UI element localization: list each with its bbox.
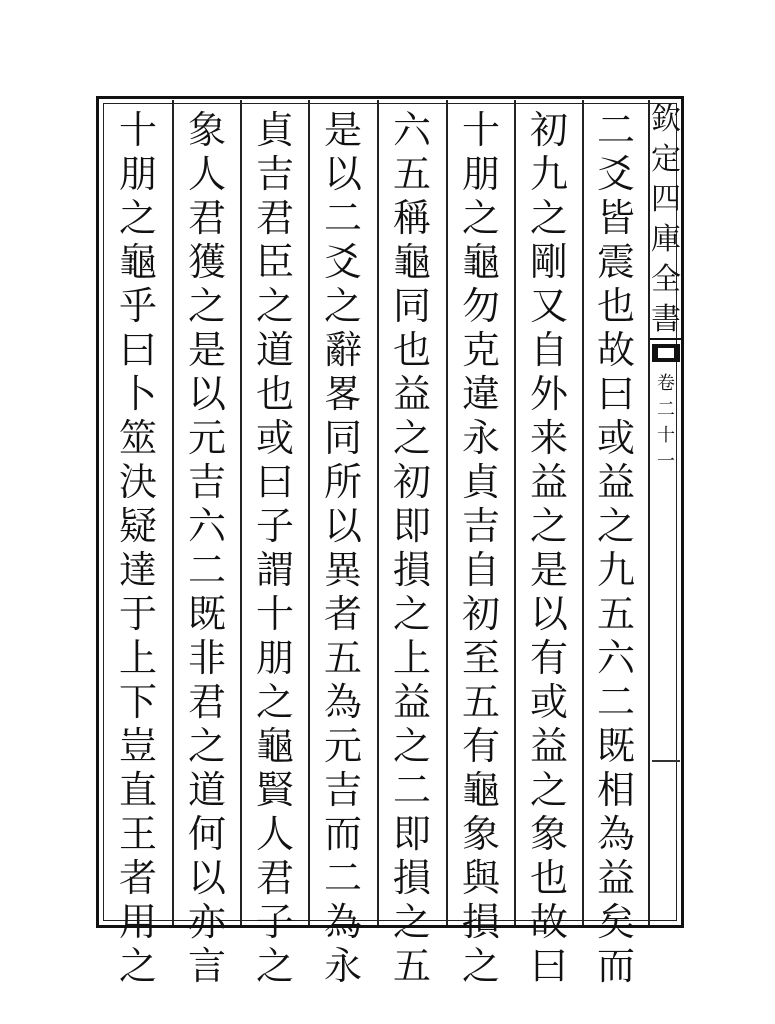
character: 吉 — [323, 768, 362, 812]
character: 有 — [461, 724, 500, 768]
character: 象 — [461, 812, 500, 856]
character: 筮 — [118, 416, 157, 460]
character: 十 — [118, 108, 157, 152]
character: 臣 — [255, 240, 294, 284]
character: 子 — [255, 900, 294, 944]
character: 之 — [461, 944, 500, 988]
character: 畧 — [323, 372, 362, 416]
text-column-7 — [175, 108, 239, 988]
character: 損 — [392, 856, 431, 900]
volume-character: 二 — [657, 399, 675, 420]
character: 曰 — [529, 944, 568, 988]
character: 初 — [461, 592, 500, 636]
character: 以 — [187, 856, 226, 900]
character: 用 — [118, 900, 157, 944]
character: 有 — [529, 636, 568, 680]
character: 人 — [187, 152, 226, 196]
character: 二 — [392, 768, 431, 812]
character: 上 — [118, 636, 157, 680]
character: 即 — [392, 812, 431, 856]
character: 益 — [596, 460, 635, 504]
character: 于 — [118, 592, 157, 636]
character: 道 — [255, 328, 294, 372]
character: 九 — [529, 152, 568, 196]
character: 之 — [323, 284, 362, 328]
character: 以 — [323, 152, 362, 196]
volume-character: 一 — [657, 451, 675, 472]
character: 六 — [392, 108, 431, 152]
character: 貞 — [255, 108, 294, 152]
character: 而 — [596, 944, 635, 988]
character: 者 — [323, 592, 362, 636]
character: 二 — [323, 196, 362, 240]
character: 君 — [187, 196, 226, 240]
character: 或 — [255, 416, 294, 460]
character: 之 — [255, 680, 294, 724]
character: 永 — [461, 416, 500, 460]
character: 震 — [596, 240, 635, 284]
character: 曰 — [596, 372, 635, 416]
character: 永 — [323, 944, 362, 988]
character: 為 — [596, 812, 635, 856]
character: 元 — [187, 416, 226, 460]
side-rule — [652, 760, 680, 762]
character: 損 — [392, 548, 431, 592]
character: 爻 — [323, 240, 362, 284]
character: 之 — [255, 284, 294, 328]
column-rule — [446, 100, 448, 925]
character: 人 — [255, 812, 294, 856]
character: 同 — [392, 284, 431, 328]
character: 六 — [187, 504, 226, 548]
volume-character: 十 — [657, 425, 675, 446]
character: 克 — [461, 328, 500, 372]
text-column-1 — [584, 108, 648, 988]
character: 曰 — [118, 328, 157, 372]
character: 龜 — [392, 240, 431, 284]
text-column-3 — [449, 108, 513, 988]
banner-character: 四 — [651, 182, 681, 217]
character: 直 — [118, 768, 157, 812]
character: 外 — [529, 372, 568, 416]
character: 也 — [255, 372, 294, 416]
character: 亦 — [187, 900, 226, 944]
character: 損 — [461, 900, 500, 944]
banner-character: 欽 — [651, 102, 681, 137]
character: 初 — [529, 108, 568, 152]
character: 獲 — [187, 240, 226, 284]
character: 益 — [392, 680, 431, 724]
character: 之 — [392, 592, 431, 636]
character: 何 — [187, 812, 226, 856]
character: 為 — [323, 680, 362, 724]
character: 與 — [461, 856, 500, 900]
character: 決 — [118, 460, 157, 504]
character: 象 — [187, 108, 226, 152]
character: 五 — [392, 944, 431, 988]
character: 以 — [529, 592, 568, 636]
character: 既 — [187, 592, 226, 636]
character: 龜 — [118, 240, 157, 284]
column-rule — [240, 100, 242, 925]
character: 或 — [529, 680, 568, 724]
character: 六 — [596, 636, 635, 680]
character: 朋 — [255, 636, 294, 680]
character: 上 — [392, 636, 431, 680]
character: 稱 — [392, 196, 431, 240]
character: 自 — [461, 548, 500, 592]
character: 之 — [255, 944, 294, 988]
character: 之 — [187, 284, 226, 328]
character: 矣 — [596, 900, 635, 944]
character: 君 — [187, 680, 226, 724]
character: 元 — [323, 724, 362, 768]
character: 爻 — [596, 152, 635, 196]
character: 之 — [392, 416, 431, 460]
column-rule — [514, 100, 516, 925]
character: 初 — [392, 460, 431, 504]
character: 之 — [461, 196, 500, 240]
character: 異 — [323, 548, 362, 592]
character: 皆 — [596, 196, 635, 240]
character: 王 — [118, 812, 157, 856]
character: 違 — [461, 372, 500, 416]
character: 之 — [596, 504, 635, 548]
character: 剛 — [529, 240, 568, 284]
character: 朋 — [461, 152, 500, 196]
character: 賢 — [255, 768, 294, 812]
character: 既 — [596, 724, 635, 768]
character: 者 — [118, 856, 157, 900]
character: 吉 — [461, 504, 500, 548]
character: 之 — [529, 768, 568, 812]
text-column-4 — [380, 108, 444, 988]
character: 是 — [187, 328, 226, 372]
character: 子 — [255, 504, 294, 548]
banner-character: 全 — [651, 262, 681, 297]
character: 豈 — [118, 724, 157, 768]
character: 之 — [392, 724, 431, 768]
character: 為 — [323, 900, 362, 944]
column-rule — [308, 100, 310, 925]
character: 又 — [529, 284, 568, 328]
character: 言 — [187, 944, 226, 988]
character: 五 — [596, 592, 635, 636]
column-rule — [377, 100, 379, 925]
character: 十 — [255, 592, 294, 636]
character: 益 — [392, 372, 431, 416]
character: 五 — [461, 680, 500, 724]
character: 益 — [529, 460, 568, 504]
text-column-6 — [243, 108, 307, 988]
character: 十 — [461, 108, 500, 152]
character: 君 — [255, 856, 294, 900]
banner-character: 庫 — [651, 222, 681, 257]
character: 二 — [323, 856, 362, 900]
text-column-8 — [106, 108, 170, 988]
character: 下 — [118, 680, 157, 724]
character: 也 — [529, 856, 568, 900]
character: 象 — [529, 812, 568, 856]
character: 吉 — [255, 152, 294, 196]
character: 益 — [596, 856, 635, 900]
banner-character: 書 — [651, 302, 681, 337]
character: 所 — [323, 460, 362, 504]
character: 二 — [596, 108, 635, 152]
character: 曰 — [255, 460, 294, 504]
character: 来 — [529, 416, 568, 460]
character: 九 — [596, 548, 635, 592]
character: 達 — [118, 548, 157, 592]
fish-tail-mark — [652, 344, 680, 362]
character: 貞 — [461, 460, 500, 504]
character: 故 — [596, 328, 635, 372]
character: 疑 — [118, 504, 157, 548]
text-column-5 — [311, 108, 375, 988]
character: 非 — [187, 636, 226, 680]
character: 五 — [323, 636, 362, 680]
character: 勿 — [461, 284, 500, 328]
character: 以 — [323, 504, 362, 548]
character: 而 — [323, 812, 362, 856]
character: 之 — [392, 900, 431, 944]
character: 是 — [323, 108, 362, 152]
character: 辭 — [323, 328, 362, 372]
character: 故 — [529, 900, 568, 944]
character: 之 — [529, 196, 568, 240]
character: 即 — [392, 504, 431, 548]
character: 道 — [187, 768, 226, 812]
character: 謂 — [255, 548, 294, 592]
character: 五 — [392, 152, 431, 196]
character: 相 — [596, 768, 635, 812]
character: 龜 — [255, 724, 294, 768]
character: 是 — [529, 548, 568, 592]
character: 乎 — [118, 284, 157, 328]
character: 卜 — [118, 372, 157, 416]
character: 或 — [596, 416, 635, 460]
character: 龜 — [461, 240, 500, 284]
volume-label — [652, 372, 680, 502]
character: 至 — [461, 636, 500, 680]
character: 益 — [529, 724, 568, 768]
character: 之 — [118, 196, 157, 240]
character: 二 — [187, 548, 226, 592]
character: 自 — [529, 328, 568, 372]
character: 之 — [118, 944, 157, 988]
character: 也 — [596, 284, 635, 328]
character: 二 — [596, 680, 635, 724]
book-title-banner — [650, 100, 682, 340]
volume-character: 卷 — [657, 373, 675, 394]
character: 之 — [529, 504, 568, 548]
character: 君 — [255, 196, 294, 240]
character: 朋 — [118, 152, 157, 196]
banner-character: 定 — [651, 142, 681, 177]
character: 之 — [187, 724, 226, 768]
character: 吉 — [187, 460, 226, 504]
text-column-2 — [517, 108, 581, 988]
character: 同 — [323, 416, 362, 460]
character: 以 — [187, 372, 226, 416]
column-rule — [172, 100, 174, 925]
character: 龜 — [461, 768, 500, 812]
character: 也 — [392, 328, 431, 372]
